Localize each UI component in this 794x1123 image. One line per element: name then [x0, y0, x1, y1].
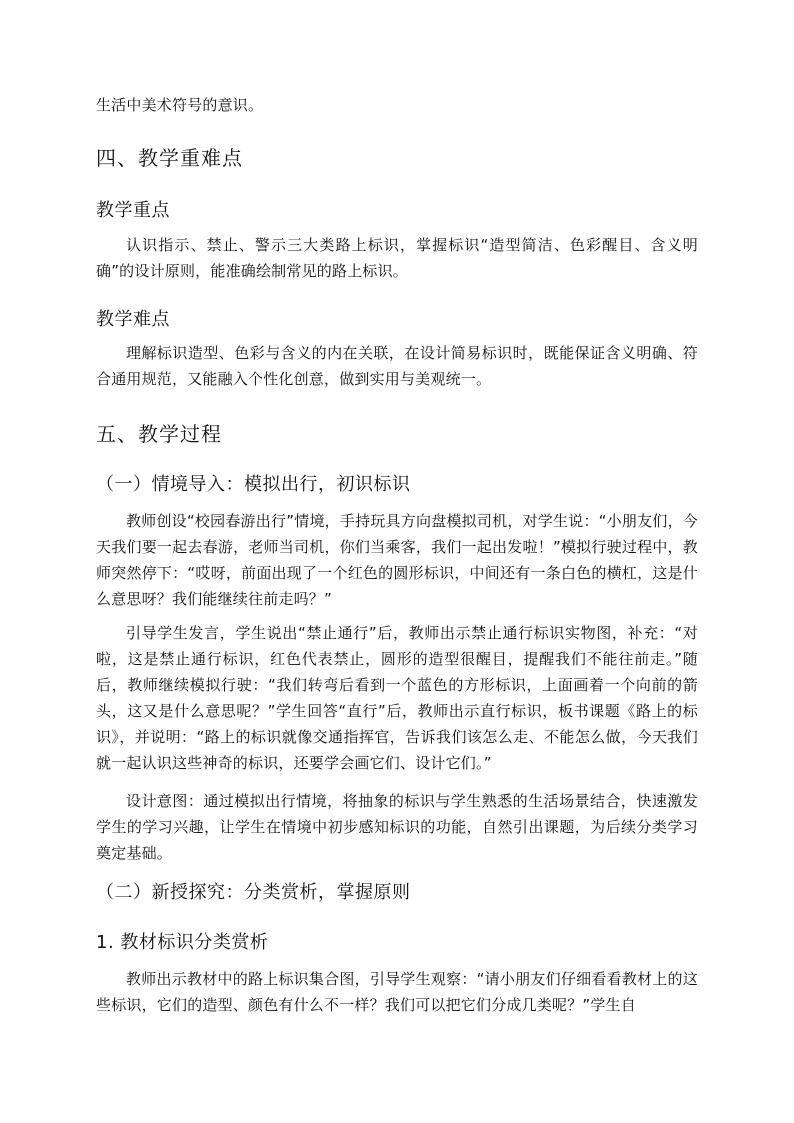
step1-paragraph-2: 引导学生发言，学生说出“禁止通行”后，教师出示禁止通行标识实物图，补充：“对啦，这是禁止通行标识，红色代表禁止，圆形的造型很醒目，提醒我们不能往前走。”随后，教师继续模拟行驶：“我们转弯后看到一个蓝色的方形标识，上面画着一个向前的箭头，这又是什么意思呢？”学生回答“直行”后，教师出示直行标识，板书课题《路上的标识》，并说明：“路上的标识就像交通指挥官，告诉我们该怎么走、不能怎么做，今天我们就一起认识这些神奇的标识，还要学会画它们、设计它们。”	[96, 624, 698, 772]
sub1-paragraph-1: 教师出示教材中的路上标识集合图，引导学生观察：“请小朋友们仔细看看教材上的这些标识，它们的造型、颜色有什么不一样？我们可以把它们分成几类呢？”学生自	[96, 970, 698, 1014]
sub1-heading: 1. 教材标识分类赏析	[96, 932, 269, 953]
step1-paragraph-1: 教师创设“校园春游出行”情境，手持玩具方向盘模拟司机，对学生说：“小朋友们，今天我们要一起去春游，老师当司机，你们当乘客，我们一起出发啦！”模拟行驶过程中，教师突然停下：“哎呀，前面出现了一个红色的圆形标识，中间还有一条白色的横杠，这是什么意思呀？我们能继续往前走吗？”	[96, 512, 698, 608]
intro-tail-paragraph: 生活中美术符号的意识。	[96, 96, 264, 114]
step2-heading: （二）新授探究：分类赏析，掌握原则	[96, 882, 411, 903]
key-points-paragraph: 认识指示、禁止、警示三大类路上标识，掌握标识“造型简洁、色彩醒目、含义明确”的设计原则，能准确绘制常见的路上标识。	[96, 236, 698, 280]
step1-heading: （一）情境导入：模拟出行，初识标识	[96, 474, 411, 495]
key-points-heading: 教学重点	[96, 200, 170, 221]
step1-paragraph-3: 设计意图：通过模拟出行情境，将抽象的标识与学生熟悉的生活场景结合，快速激发学生的学习兴趣，让学生在情境中初步感知标识的功能，自然引出课题，为后续分类学习奠定基础。	[96, 792, 698, 862]
difficulties-paragraph: 理解标识造型、色彩与含义的内在关联，在设计简易标识时，既能保证含义明确、符合通用规范，又能融入个性化创意，做到实用与美观统一。	[96, 344, 698, 388]
difficulties-heading: 教学难点	[96, 309, 170, 330]
section-heading-5: 五、教学过程	[96, 422, 222, 446]
section-heading-4: 四、教学重难点	[96, 146, 243, 170]
